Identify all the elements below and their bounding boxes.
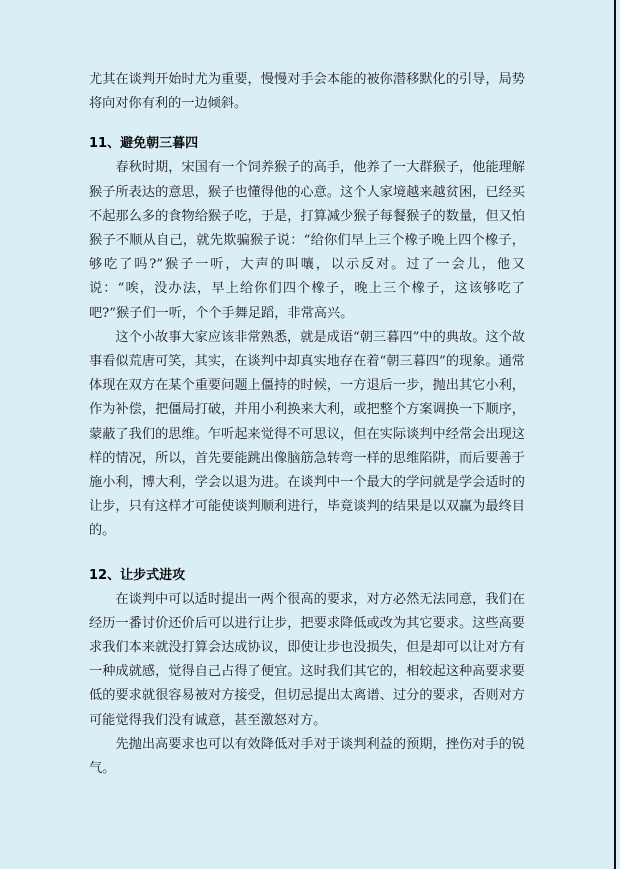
- paragraph-concession: 在谈判中可以适时提出一两个很高的要求，对方必然无法同意，我们在经历一番讨价还价后可以进行让步，把要求降低或改为其它要求。这些高要求我们本来就没打算会达成协议，即使让步也没损失，但是却可以让对方有一种成就感，觉得自己占得了便宜。这时我们其它的，相较起这种高要求要低的要求就很容易被对方接受，但切忌提出太离谱、过分的要求，否则对方可能觉得我们没有诚意，甚至激怒对方。: [89, 591, 525, 728]
- paragraph-analysis: 这个小故事大家应该非常熟悉，就是成语“朝三暮四”中的典故。这个故事看似荒唐可笑，其实，在谈判中却真实地存在着“朝三暮四”的现象。通常体现在双方在某个重要问题上僵持的时候，一方退后一步，抛出其它小利，作为补偿，把僵局打破，并用小利换来大利，或把整个方案调换一下顺序，蒙蔽了我们的思维。乍听起来觉得不可思议，但在实际谈判中经常会出现这样的情况，所以，首先要能跳出像脑筋急转弯一样的思维陷阱，而后要善于施小利，博大利，学会以退为进。在谈判中一个最大的学问就是学会适时的让步，只有这样才可能使谈判顺利进行，毕竟谈判的结果是以双赢为最终目的。: [89, 329, 525, 539]
- section-heading-12: 12、让步式进攻: [89, 567, 186, 583]
- spacer: [89, 544, 525, 564]
- paragraph-story: 春秋时期，宋国有一个饲养猴子的高手，他养了一大群猴子，他能理解猴子所表达的意思，猴子也懂得他的心意。这个人家境越来越贫困，已经买不起那么多的食物给猴子吃，于是，打算减少猴子每餐猴子的数量，但又怕猴子不顺从自己，就先欺骗猴子说：“给你们早上三个橡子晚上四个橡子，够吃了吗?”猴子一听，大声的叫嚷，以示反对。过了一会儿，他又说：“唉，没办法，早上给你们四个橡子，晚上三个橡子，这该够吃了吧?”猴子们一听，个个手舞足蹈，非常高兴。: [89, 160, 525, 321]
- section-heading-11: 11、避免朝三暮四: [89, 136, 199, 152]
- paragraph-continued: 尤其在谈判开始时尤为重要，慢慢对手会本能的被你潜移默化的引导，局势将向对你有利的一边倾斜。: [89, 72, 525, 112]
- document-body: [89, 68, 525, 781]
- page-edge-rule: [614, 0, 616, 869]
- paragraph-high-demand: 先抛出高要求也可以有效降低对手对于谈判利益的预期，挫伤对手的锐气。: [89, 736, 525, 777]
- spacer: [89, 116, 525, 132]
